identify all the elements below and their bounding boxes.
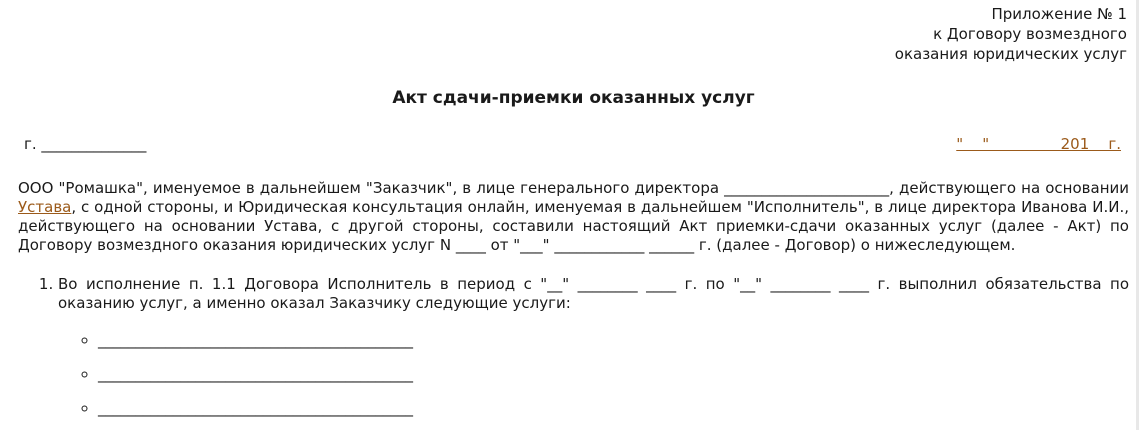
list-item-text: Во исполнение п. 1.1 Договора Исполнитель в период с "__" ________ ____ г. по "__" ________ ____ г. выполнил обязательства по оказанию услуг, а именно оказал Заказчику следующие услуги: bbox=[58, 275, 1129, 312]
act-items-list bbox=[18, 275, 1129, 418]
appendix-header bbox=[18, 4, 1129, 64]
place-date-row bbox=[18, 134, 1129, 154]
service-blank: ◦ __________________________________________ bbox=[98, 365, 1129, 384]
appendix-line-2: к Договору возмездного bbox=[933, 25, 1127, 43]
preamble-text-start: ООО "Ромашка", именуемое в дальнейшем "Заказчик", в лице генерального директора ______________________, действующего на основании bbox=[18, 179, 1129, 197]
date-link[interactable]: " " 201 г. bbox=[956, 135, 1121, 153]
list-item bbox=[58, 275, 1129, 418]
services-list bbox=[58, 331, 1129, 418]
service-blank: ◦ __________________________________________ bbox=[98, 399, 1129, 418]
place-field: г. ______________ bbox=[24, 135, 147, 153]
preamble-text-end: , с одной стороны, и Юридическая консультация онлайн, именуемая в дальнейшем "Исполнитель", в лице директора Иванова И.И., действующего на основании Устава, с другой стороны, составили настоящий Акт приемки-сдачи оказанных услуг (далее - Акт) по Договору возмездного оказания юридических услуг N ____ от "___" ____________ ______ г. (далее - Договор) о нижеследующем. bbox=[18, 198, 1129, 254]
document bbox=[18, 0, 1129, 433]
appendix-line-3: оказания юридических услуг bbox=[894, 45, 1127, 63]
appendix-line-1: Приложение № 1 bbox=[991, 5, 1127, 23]
charter-link[interactable]: Устава bbox=[18, 198, 72, 216]
preamble-paragraph bbox=[18, 179, 1129, 255]
document-title: Акт сдачи-приемки оказанных услуг bbox=[392, 88, 755, 108]
service-blank: ◦ __________________________________________ bbox=[98, 331, 1129, 350]
